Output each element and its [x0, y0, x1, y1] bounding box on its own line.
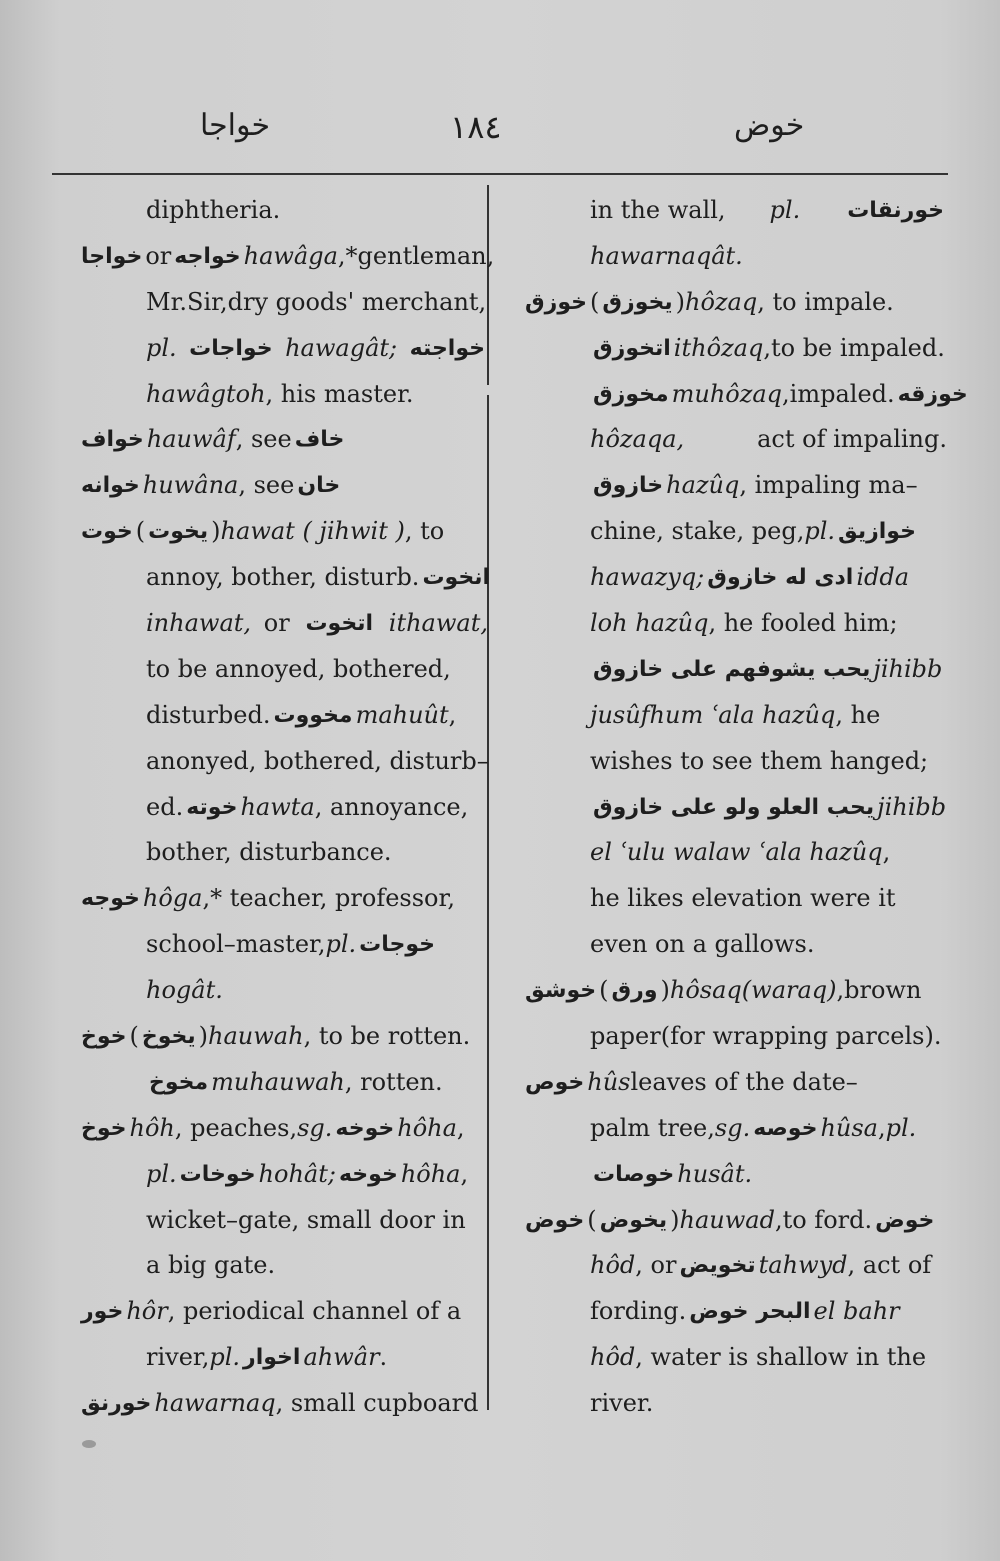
definition-text: paper(for wrapping parcels).: [590, 1022, 942, 1051]
definition-text: , to impale.: [757, 287, 894, 316]
transliteration: inhawat,: [146, 609, 252, 638]
definition-text: , to: [404, 517, 445, 546]
transliteration: hawâgtoh: [146, 379, 266, 408]
arabic-headword: خوزق: [525, 289, 587, 315]
arabic-headword: يخوزق: [602, 289, 673, 315]
definition-text: , rotten.: [344, 1067, 443, 1096]
text-line: [522, 1106, 947, 1152]
definition-text: ,to ford.: [774, 1205, 873, 1234]
transliteration: hôga: [142, 884, 203, 913]
text-line: [522, 326, 947, 372]
definition-text: ): [675, 287, 685, 316]
text-line: [522, 876, 947, 922]
text-line: [78, 188, 488, 234]
arabic-headword: يحب العلو ولو على خازوق: [593, 794, 875, 820]
definition-text: or: [145, 241, 172, 270]
transliteration: jusûfhum ʿala hazûq: [590, 700, 836, 729]
text-line: [78, 1060, 488, 1106]
text-line: [78, 1152, 488, 1198]
arabic-headword: خواجه: [174, 243, 241, 269]
definition-text: anonyed, bothered, disturb–: [146, 746, 489, 775]
arabic-headword: اتخوزق: [593, 335, 671, 361]
header-right-guide-word: خوض: [734, 108, 805, 143]
text-line: [522, 1060, 947, 1106]
text-line: [78, 785, 488, 831]
transliteration: loh hazûq: [590, 609, 709, 638]
header-left-guide-word: خواجا: [200, 108, 271, 143]
definition-text: ,brown: [836, 976, 922, 1005]
definition-text: annoy, bother, disturb.: [146, 563, 420, 592]
definition-text: ,: [456, 1113, 465, 1142]
text-line: [522, 922, 947, 968]
transliteration: pl.: [146, 1159, 177, 1188]
definition-text: , water is shallow in the: [635, 1343, 927, 1372]
definition-text: a big gate.: [146, 1251, 276, 1280]
definition-text: he likes elevation were it: [590, 884, 896, 913]
arabic-headword: مخووت: [273, 702, 353, 728]
transliteration: hôzaq: [684, 287, 758, 316]
text-line: [78, 1289, 488, 1335]
transliteration: hawat ( jihwit ): [220, 517, 405, 546]
arabic-headword: خوص: [525, 1069, 585, 1095]
arabic-headword: خواف: [81, 427, 144, 453]
text-line: [78, 280, 488, 326]
text-line: [78, 1243, 488, 1289]
definition-text: ,: [460, 1159, 469, 1188]
arabic-headword: مخوخ: [149, 1069, 209, 1095]
arabic-headword: خوانه: [81, 473, 140, 499]
arabic-headword: ورق: [611, 978, 658, 1004]
left-column: [78, 188, 495, 1427]
arabic-headword: تخويض: [679, 1253, 756, 1279]
arabic-headword: خوصه: [753, 1115, 818, 1141]
arabic-headword: خوخ: [81, 1115, 127, 1141]
definition-text: diphtheria.: [146, 196, 281, 224]
definition-text: ,*gentleman,: [337, 241, 495, 270]
transliteration: hohât;: [258, 1159, 336, 1188]
arabic-headword: انخوت: [422, 565, 490, 591]
transliteration: hawarnaq: [154, 1389, 276, 1418]
text-line: [78, 1198, 488, 1244]
text-line: [78, 922, 488, 968]
text-line: [522, 968, 947, 1014]
definition-text: , impaling ma–: [739, 471, 918, 500]
text-line: [522, 1381, 947, 1427]
text-line: [78, 463, 488, 509]
text-line: [78, 417, 488, 463]
definition-text: , act of: [847, 1251, 932, 1280]
definition-text: ,: [878, 1113, 886, 1142]
arabic-headword: خوخات: [179, 1161, 256, 1187]
transliteration: huwâna: [142, 471, 239, 500]
transliteration: hôd: [590, 1251, 636, 1280]
transliteration: hôd: [590, 1343, 636, 1372]
transliteration: muhôzaq: [671, 379, 783, 408]
definition-text: chine, stake, peg,: [590, 517, 805, 546]
definition-text: Mr.Sir,dry goods' merchant,: [146, 287, 487, 316]
transliteration: ithôzaq: [673, 333, 764, 362]
transliteration: hazûq: [666, 471, 740, 500]
transliteration: ahwâr: [303, 1343, 380, 1372]
text-line: [522, 1243, 947, 1289]
text-line: [522, 555, 947, 601]
page-number: ١٨٤: [450, 108, 502, 146]
transliteration: pl.: [146, 333, 177, 362]
arabic-headword: اخوار: [243, 1345, 301, 1371]
transliteration: pl.: [769, 196, 801, 224]
text-line: [78, 234, 495, 280]
transliteration: hôr: [126, 1297, 168, 1326]
definition-text: (: [599, 976, 609, 1005]
transliteration: jihibb: [877, 792, 947, 821]
definition-text: in the wall,: [590, 196, 726, 224]
definition-text: school–master,: [146, 930, 326, 959]
text-line: [78, 1014, 488, 1060]
text-line: [78, 647, 488, 693]
arabic-headword: خوته: [186, 794, 238, 820]
arabic-headword: خورنقات: [847, 198, 944, 223]
transliteration: sg.: [714, 1113, 751, 1142]
arabic-headword: خوض: [875, 1207, 935, 1233]
arabic-headword: خواجته: [409, 335, 485, 361]
definition-text: or: [263, 609, 290, 638]
arabic-headword: خوخه: [335, 1115, 395, 1141]
text-line: [522, 1335, 947, 1381]
transliteration: pl.: [804, 517, 835, 546]
definition-text: ,: [448, 700, 457, 729]
header-rule: [52, 173, 948, 175]
arabic-headword: خوصات: [593, 1161, 675, 1187]
arabic-headword: يخوخ: [141, 1024, 196, 1050]
transliteration: hawazyq;: [590, 563, 705, 592]
transliteration: hûs: [587, 1067, 631, 1096]
text-line: [78, 1381, 488, 1427]
text-line: [522, 1198, 947, 1244]
transliteration: hogât.: [146, 976, 223, 1005]
arabic-headword: يخوت: [148, 519, 209, 545]
arabic-headword: خاف: [294, 427, 345, 453]
definition-text: (: [129, 1022, 139, 1051]
definition-text: river,: [146, 1343, 210, 1372]
arabic-headword: خوخه: [338, 1161, 398, 1187]
text-line: [78, 739, 488, 785]
definition-text: , he: [835, 700, 881, 729]
arabic-headword: خان: [297, 473, 341, 499]
transliteration: hûsa: [820, 1113, 878, 1142]
transliteration: sg.: [297, 1113, 333, 1142]
right-column: [522, 188, 968, 1427]
arabic-headword: مخوزق: [593, 381, 669, 407]
transliteration: hôha: [400, 1159, 461, 1188]
definition-text: (: [135, 517, 146, 546]
arabic-headword: اتخوت: [305, 611, 374, 637]
definition-text: , peaches,: [174, 1113, 298, 1142]
transliteration: el ʿulu walaw ʿala hazûq: [590, 838, 883, 867]
text-line: [522, 1289, 947, 1335]
text-line: [78, 876, 488, 922]
text-line: [522, 647, 947, 693]
definition-text: ): [670, 1205, 680, 1234]
definition-text: disturbed.: [146, 700, 271, 729]
definition-text: , small cupboard: [275, 1389, 479, 1418]
arabic-headword: خوزقه: [897, 381, 968, 407]
arabic-headword: خوخ: [81, 1024, 127, 1050]
arabic-headword: خور: [81, 1299, 124, 1325]
transliteration: tahwyd: [758, 1251, 848, 1280]
text-line: [522, 830, 947, 876]
transliteration: mahuût: [355, 700, 449, 729]
definition-text: act of impaling.: [757, 425, 947, 454]
definition-text: , he fooled him;: [708, 609, 898, 638]
text-line: [78, 326, 488, 372]
text-line: [78, 509, 488, 555]
definition-text: , his master.: [265, 379, 414, 408]
arabic-headword: ادى له خازوق: [707, 565, 854, 591]
transliteration: husât.: [677, 1159, 753, 1188]
transliteration: idda: [856, 563, 910, 592]
definition-text: ): [660, 976, 670, 1005]
transliteration: pl.: [325, 930, 357, 959]
transliteration: hawâga: [243, 241, 338, 270]
page-header: [0, 108, 1000, 158]
text-line: [78, 555, 488, 601]
definition-text: ,impaled.: [782, 379, 895, 408]
arabic-headword: خوض: [525, 1207, 585, 1233]
text-line: [522, 372, 968, 418]
definition-text: ,* teacher, professor,: [202, 884, 455, 913]
transliteration: hôzaqa,: [590, 425, 685, 454]
text-line: [78, 830, 488, 876]
text-line: [522, 280, 947, 326]
definition-text: ed.: [146, 792, 184, 821]
transliteration: hôh: [129, 1113, 175, 1142]
transliteration: el bahr: [813, 1297, 900, 1326]
text-line: [522, 188, 947, 234]
text-line: [78, 601, 488, 647]
arabic-headword: خوشق: [525, 978, 597, 1004]
definition-text: , see: [238, 471, 295, 500]
definition-text: bother, disturbance.: [146, 838, 392, 867]
arabic-headword: البحر خوض: [689, 1299, 811, 1325]
ink-smudge: [82, 1440, 96, 1448]
text-line: [522, 463, 947, 509]
definition-text: , annoyance,: [314, 792, 469, 821]
transliteration: hauwah: [208, 1022, 304, 1051]
transliteration: hôsaq(waraq): [669, 976, 837, 1005]
arabic-headword: خورنق: [81, 1391, 152, 1417]
arabic-headword: خوت: [81, 519, 133, 545]
definition-text: wishes to see them hanged;: [590, 746, 929, 775]
transliteration: hawarnaqât.: [590, 241, 743, 270]
text-line: [522, 234, 947, 280]
definition-text: , see: [235, 425, 292, 454]
text-line: [78, 693, 488, 739]
transliteration: hawagât;: [285, 333, 398, 362]
transliteration: hawta: [240, 792, 315, 821]
text-line: [78, 1335, 488, 1381]
transliteration: hôha: [397, 1113, 457, 1142]
text-line: [522, 739, 947, 785]
transliteration: pl.: [209, 1343, 241, 1372]
definition-text: , periodical channel of a: [167, 1297, 462, 1326]
definition-text: river.: [590, 1389, 654, 1418]
arabic-headword: خوازيق: [838, 519, 916, 545]
text-line: [78, 372, 488, 418]
transliteration: pl.: [885, 1113, 917, 1142]
arabic-headword: خوجات: [359, 932, 436, 958]
definition-text: (: [587, 1205, 597, 1234]
definition-text: ,: [882, 838, 891, 867]
definition-text: ,to be impaled.: [763, 333, 945, 362]
definition-text: ): [211, 517, 221, 546]
arabic-headword: خواجات: [189, 335, 273, 361]
transliteration: hauwâf: [146, 425, 236, 454]
definition-text: ): [198, 1022, 209, 1051]
text-line: [522, 1014, 947, 1060]
definition-text: , or: [635, 1251, 677, 1280]
text-line: [522, 417, 947, 463]
definition-text: to be annoyed, bothered,: [146, 654, 451, 683]
text-line: [78, 968, 488, 1014]
definition-text: palm tree,: [590, 1113, 715, 1142]
definition-text: , to be rotten.: [303, 1022, 471, 1051]
definition-text: wicket–gate, small door in: [146, 1205, 466, 1234]
transliteration: jihibb: [873, 654, 943, 683]
arabic-headword: خوجه: [81, 886, 140, 912]
transliteration: hauwad: [679, 1205, 775, 1234]
definition-text: leaves of the date–: [630, 1067, 858, 1096]
transliteration: ithawat,: [388, 609, 488, 638]
text-line: [522, 601, 947, 647]
text-line: [78, 1106, 488, 1152]
arabic-headword: يحب يشوفهم على خازوق: [593, 656, 871, 682]
definition-text: even on a gallows.: [590, 930, 815, 959]
arabic-headword: خازوق: [593, 473, 664, 499]
text-line: [522, 693, 947, 739]
text-line: [522, 785, 947, 831]
text-line: [522, 509, 947, 555]
transliteration: muhauwah: [211, 1067, 345, 1096]
arabic-headword: يخوض: [599, 1207, 668, 1233]
definition-text: .: [379, 1343, 388, 1372]
text-line: [522, 1152, 947, 1198]
arabic-headword: خواجا: [81, 243, 143, 269]
definition-text: (: [589, 287, 600, 316]
definition-text: fording.: [590, 1297, 687, 1326]
